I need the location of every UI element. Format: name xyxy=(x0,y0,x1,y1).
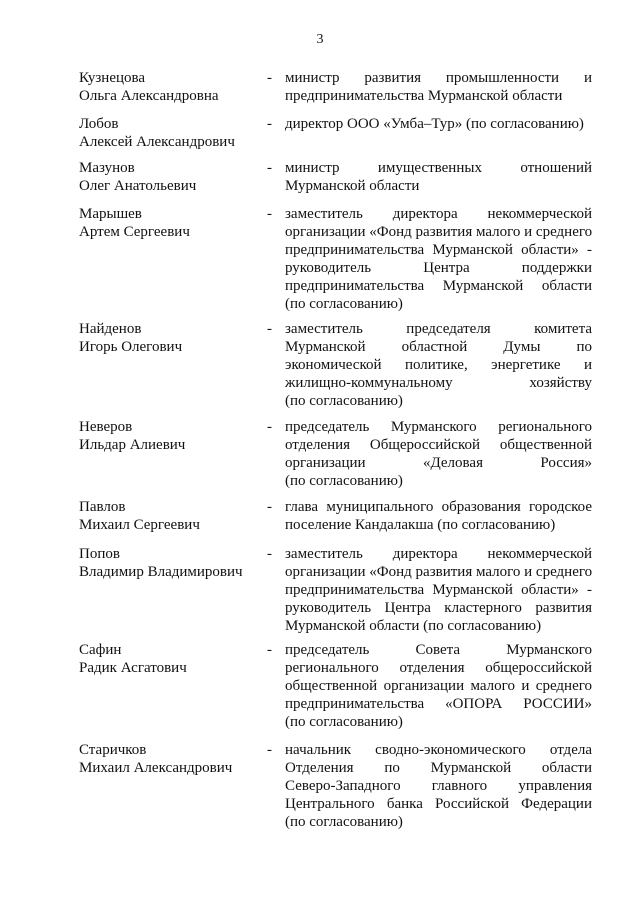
member-surname: Сафин xyxy=(79,642,122,658)
member-role xyxy=(285,159,592,195)
member-role xyxy=(285,741,592,831)
role-line: предпринимательства Мурманской области» - xyxy=(285,242,592,258)
member-role xyxy=(285,69,592,105)
role-line: Мурманской области (по согласованию) xyxy=(285,618,542,634)
role-line: (по согласованию) xyxy=(285,473,403,489)
separator-dash: - xyxy=(267,206,272,222)
member-name xyxy=(79,205,254,241)
role-line: предпринимательства «ОПОРА РОССИИ» xyxy=(285,696,592,712)
member-role xyxy=(285,498,592,534)
member-role xyxy=(285,418,592,490)
member-name xyxy=(79,69,254,105)
member-surname: Старичков xyxy=(79,742,147,758)
member-role xyxy=(285,545,592,635)
role-line: Мурманской областной Думы по xyxy=(285,339,592,355)
separator-dash: - xyxy=(267,70,272,86)
role-line: заместитель директора некоммерческой xyxy=(285,546,592,562)
role-line: председатель Совета Мурманского xyxy=(285,642,592,658)
member-given-names: Ольга Александровна xyxy=(79,88,219,104)
role-line: предпринимательства Мурманской области xyxy=(285,88,563,104)
member-name xyxy=(79,320,254,356)
member-name xyxy=(79,159,254,195)
role-line: (по согласованию) xyxy=(285,296,403,312)
member-name xyxy=(79,115,254,151)
member-role xyxy=(285,115,592,133)
role-line: руководитель Центра поддержки xyxy=(285,260,592,276)
member-given-names: Михаил Александрович xyxy=(79,760,233,776)
separator-dash: - xyxy=(267,160,272,176)
member-name xyxy=(79,641,254,677)
page-number: 3 xyxy=(316,32,324,47)
member-role xyxy=(285,320,592,410)
member-name xyxy=(79,545,254,581)
role-line: предпринимательства Мурманской области» - xyxy=(285,582,592,598)
member-given-names: Артем Сергеевич xyxy=(79,224,190,240)
role-line: Центрального банка Российской Федерации xyxy=(285,796,592,812)
member-role xyxy=(285,641,592,731)
separator-dash: - xyxy=(267,642,272,658)
role-line: заместитель председателя комитета xyxy=(285,321,592,337)
member-given-names: Олег Анатольевич xyxy=(79,178,197,194)
role-line: Отделения по Мурманской области xyxy=(285,760,592,776)
separator-dash: - xyxy=(267,546,272,562)
member-surname: Мазунов xyxy=(79,160,135,176)
role-line: министр имущественных отношений xyxy=(285,160,592,176)
member-surname: Павлов xyxy=(79,499,126,515)
role-line: поселение Кандалакша (по согласованию) xyxy=(285,517,556,533)
role-line: Северо-Западного главного управления xyxy=(285,778,592,794)
role-line: экономической политике, энергетике и xyxy=(285,357,592,373)
member-given-names: Владимир Владимирович xyxy=(79,564,243,580)
separator-dash: - xyxy=(267,742,272,758)
role-line: общественной организации малого и среднего xyxy=(285,678,592,694)
member-surname: Кузнецова xyxy=(79,70,146,86)
member-given-names: Игорь Олегович xyxy=(79,339,183,355)
role-line: директор ООО «Умба–Тур» (по согласованию) xyxy=(285,116,584,132)
member-role xyxy=(285,205,592,313)
separator-dash: - xyxy=(267,116,272,132)
separator-dash: - xyxy=(267,499,272,515)
member-given-names: Радик Асгатович xyxy=(79,660,187,676)
role-line: отделения Общероссийской общественной xyxy=(285,437,592,453)
member-given-names: Ильдар Алиевич xyxy=(79,437,186,453)
role-line: начальник сводно-экономического отдела xyxy=(285,742,592,758)
member-surname: Найденов xyxy=(79,321,142,337)
role-line: (по согласованию) xyxy=(285,814,403,830)
separator-dash: - xyxy=(267,321,272,337)
member-given-names: Михаил Сергеевич xyxy=(79,517,200,533)
role-line: руководитель Центра кластерного развития xyxy=(285,600,592,616)
member-name xyxy=(79,418,254,454)
role-line: председатель Мурманского регионального xyxy=(285,419,592,435)
member-surname: Лобов xyxy=(79,116,119,132)
separator-dash: - xyxy=(267,419,272,435)
member-surname: Попов xyxy=(79,546,120,562)
role-line: регионального отделения общероссийской xyxy=(285,660,592,676)
role-line: жилищно-коммунальному хозяйству xyxy=(285,375,592,391)
member-name xyxy=(79,498,254,534)
role-line: министр развития промышленности и xyxy=(285,70,592,86)
role-line: (по согласованию) xyxy=(285,714,403,730)
member-name xyxy=(79,741,254,777)
role-line: Мурманской области xyxy=(285,178,420,194)
member-given-names: Алексей Александрович xyxy=(79,134,235,150)
member-surname: Марышев xyxy=(79,206,142,222)
role-line: предпринимательства Мурманской области xyxy=(285,278,592,294)
role-line: организации «Фонд развития малого и среднего xyxy=(285,564,593,580)
role-line: (по согласованию) xyxy=(285,393,403,409)
role-line: глава муниципального образования городское xyxy=(285,499,592,515)
role-line: организации «Фонд развития малого и среднего xyxy=(285,224,593,240)
member-surname: Неверов xyxy=(79,419,133,435)
role-line: заместитель директора некоммерческой xyxy=(285,206,592,222)
role-line: организации «Деловая Россия» xyxy=(285,455,592,471)
